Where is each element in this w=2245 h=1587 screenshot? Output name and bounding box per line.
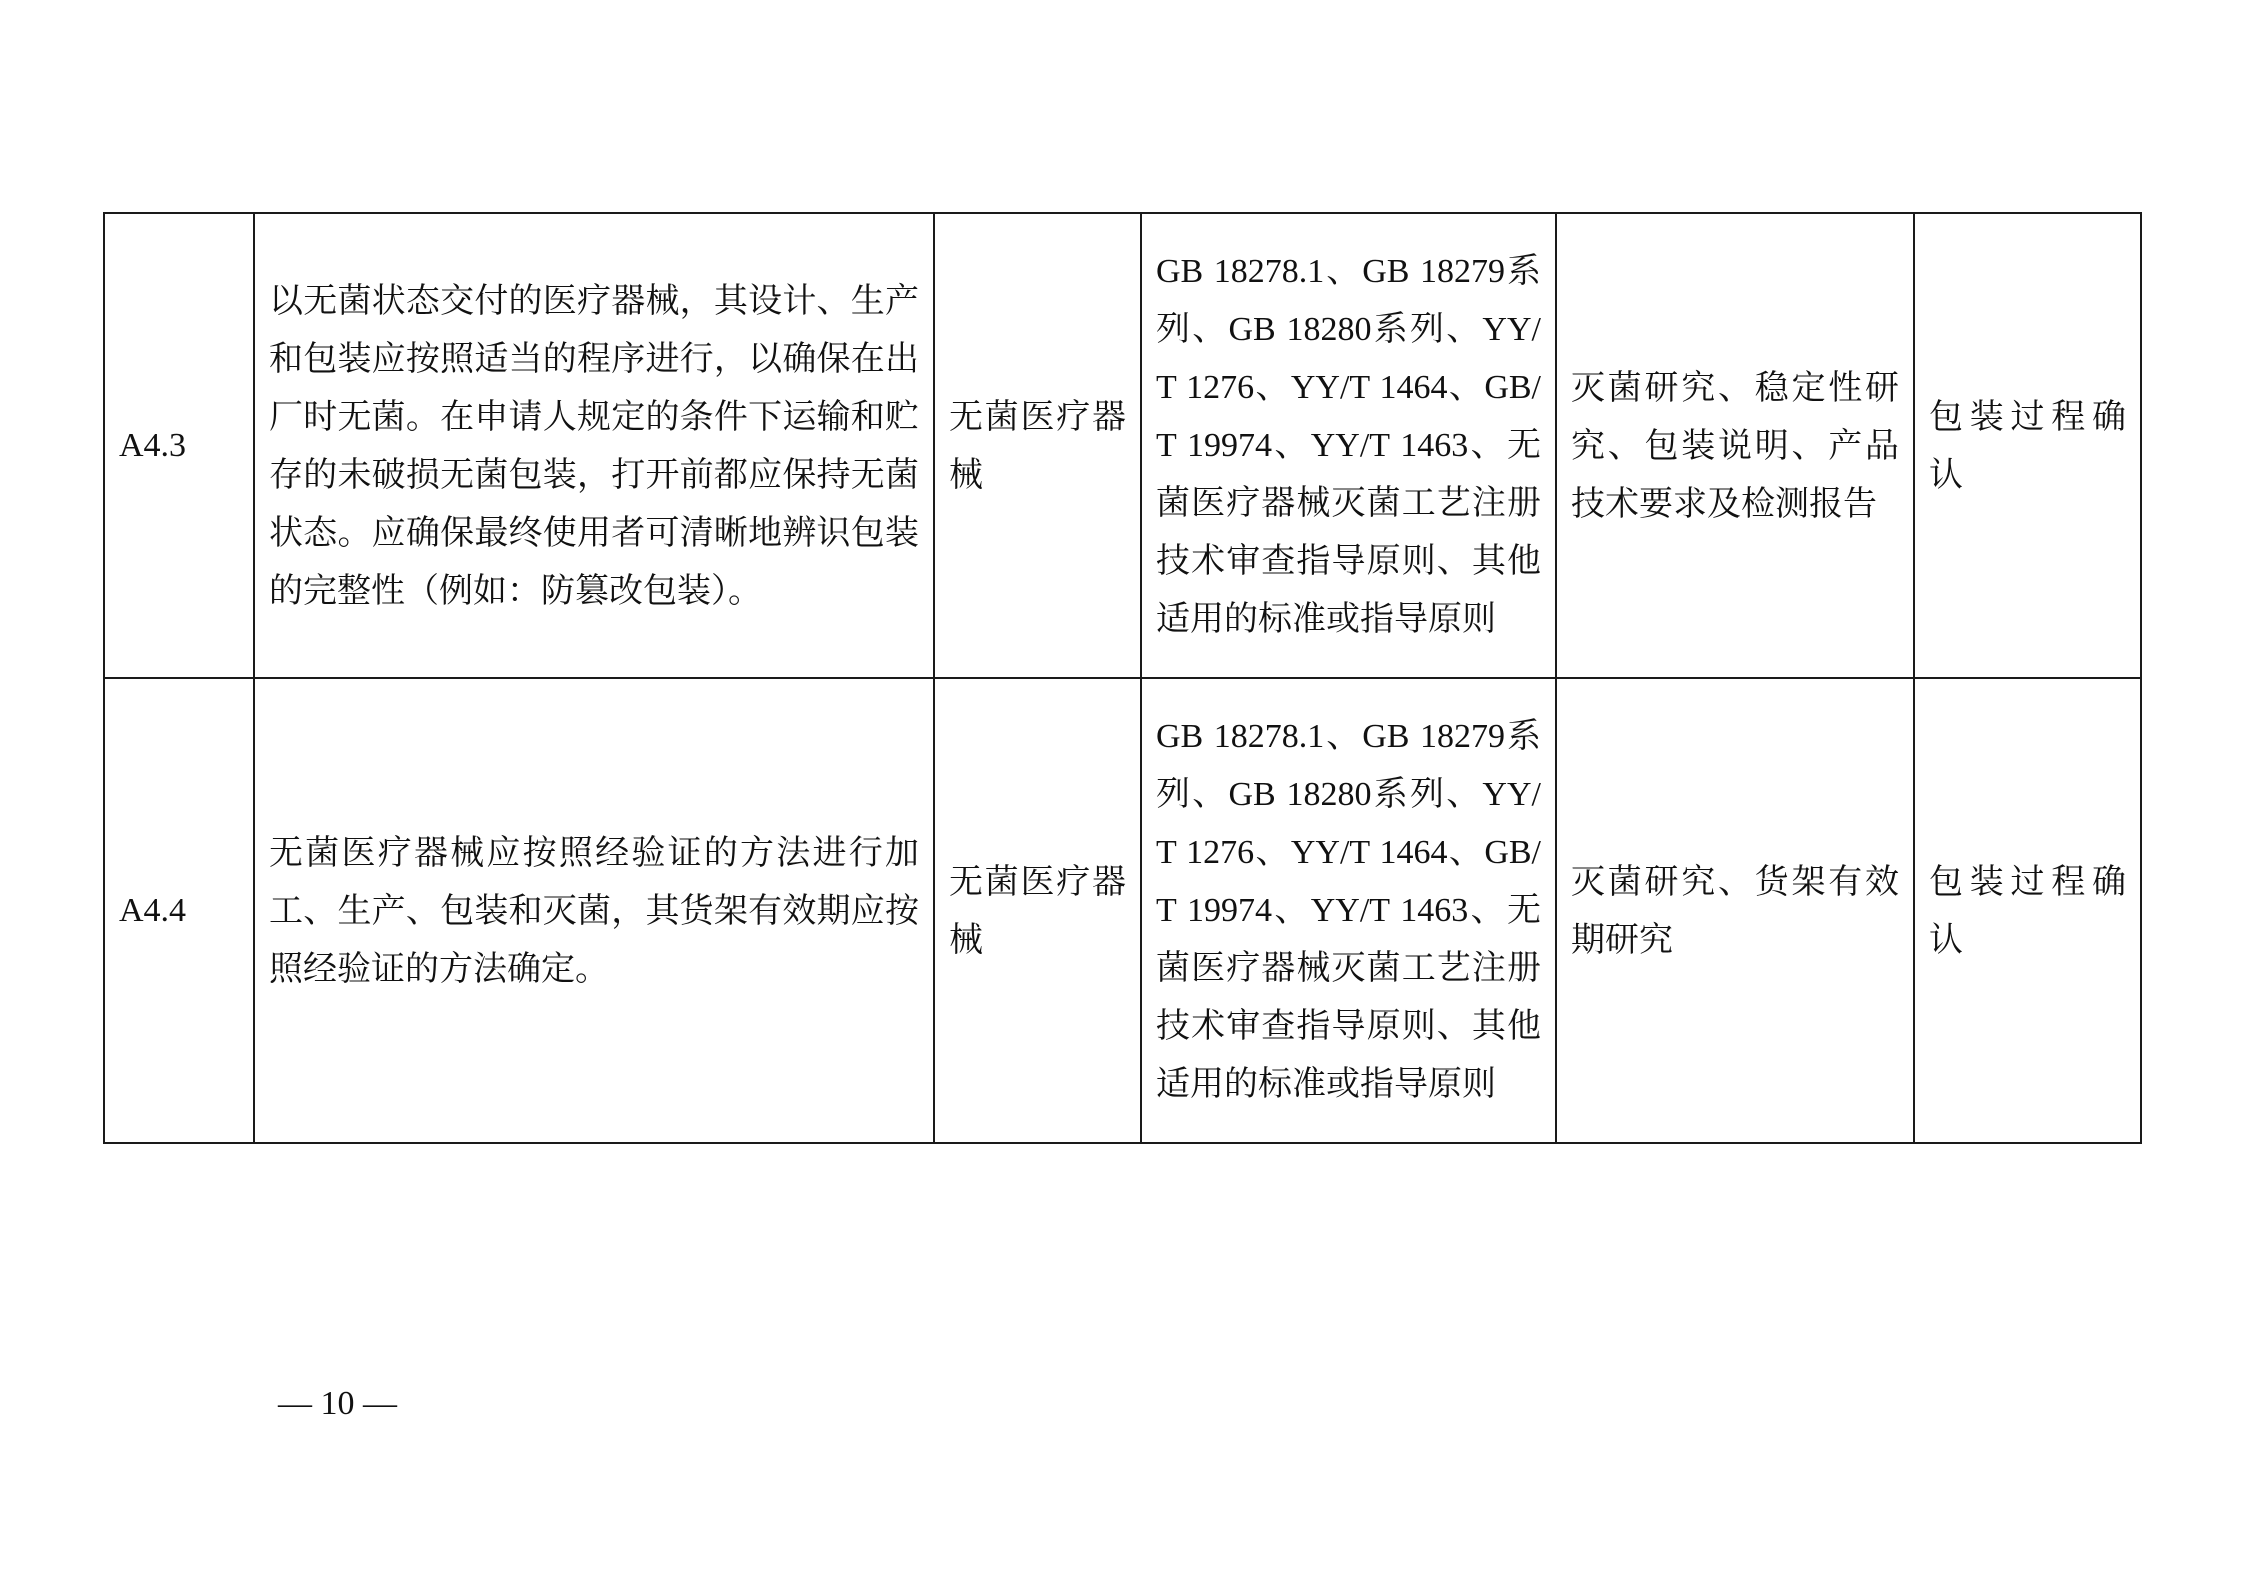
table-row: [104, 213, 2141, 678]
device-type: 无菌医疗器械: [934, 678, 1141, 1143]
process-validation: 包装过程确认: [1914, 678, 2141, 1143]
requirement-text: 以无菌状态交付的医疗器械，其设计、生产和包装应按照适当的程序进行，以确保在出厂时无菌。在申请人规定的条件下运输和贮存的未破损无菌包装，打开前都应保持无菌状态。应确保最终使用者可清晰地辨识包装的完整性（例如：防篡改包装）。: [254, 213, 934, 678]
supporting-documents: 灭菌研究、稳定性研究、包装说明、产品技术要求及检测报告: [1556, 213, 1914, 678]
requirement-text: 无菌医疗器械应按照经验证的方法进行加工、生产、包装和灭菌，其货架有效期应按照经验证的方法确定。: [254, 678, 934, 1143]
applicable-standards: GB 18278.1、GB 18279系列、GB 18280系列、YY/T 1276、YY/T 1464、GB/T 19974、YY/T 1463、无菌医疗器械灭菌工艺注册技术审查指导原则、其他适用的标准或指导原则: [1141, 678, 1556, 1143]
supporting-documents: 灭菌研究、货架有效期研究: [1556, 678, 1914, 1143]
clause-code: A4.4: [104, 678, 254, 1143]
process-validation: 包装过程确认: [1914, 213, 2141, 678]
device-type: 无菌医疗器械: [934, 213, 1141, 678]
page-number: — 10 —: [278, 1385, 397, 1422]
table-row: [104, 678, 2141, 1143]
applicable-standards: GB 18278.1、GB 18279系列、GB 18280系列、YY/T 1276、YY/T 1464、GB/T 19974、YY/T 1463、无菌医疗器械灭菌工艺注册技术审查指导原则、其他适用的标准或指导原则: [1141, 213, 1556, 678]
requirements-table: [103, 212, 2142, 1144]
clause-code: A4.3: [104, 213, 254, 678]
